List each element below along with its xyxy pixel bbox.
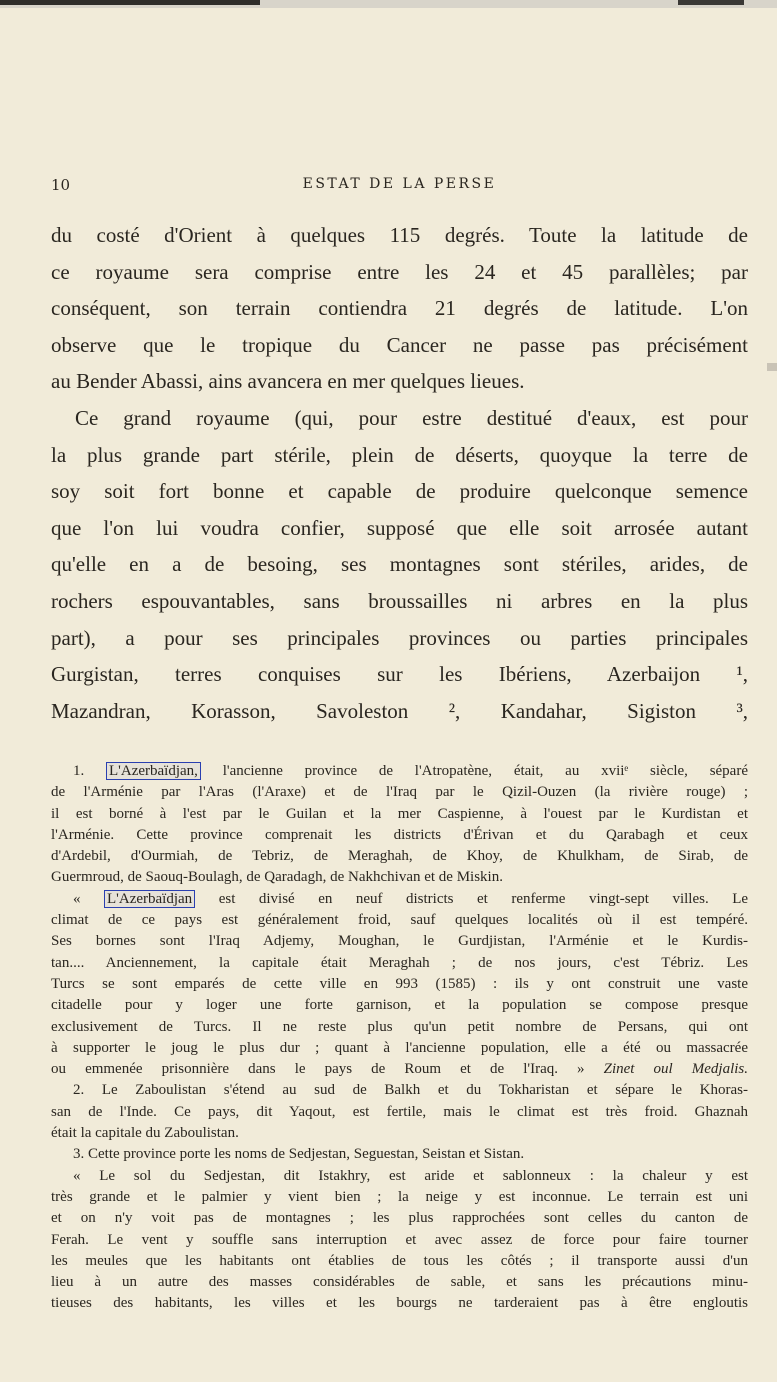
body-line: part), a pour ses principales provinces ou parties principales [51,625,748,650]
search-highlight[interactable]: L'Azerbaïdjan, [106,762,201,780]
body-line: Gurgistan, terres conquises sur les Ibériens, Azerbaijon ¹, [51,662,748,687]
footnote-line: Guermroud, de Saouq-Boulagh, de Qaradagh, de Nakhchivan et de Miskin. [51,869,503,886]
body-line: ce royaume sera comprise entre les 24 et 45 parallèles; par [51,259,748,284]
footnote-line: climat de ce pays est généralement froid, sauf quelques localités où il est tempéré. [51,912,748,929]
viewer-top-bar [0,0,777,8]
footnote-line: et on n'y voit pas de montagnes ; les plus rapprochées sont celles du canton de [51,1210,748,1227]
body-line: qu'elle en a de besoing, ses montagnes sont stériles, arides, de [51,552,748,577]
footnote-line: san de l'Inde. Ce pays, dit Yaqout, est fertile, mais le climat est très froid. Ghaznah [51,1103,748,1120]
body-line: conséquent, son terrain contiendra 21 degrés de latitude. L'on [51,296,748,321]
footnote-quote-first-line: « L'Azerbaïdjan est divisé en neuf districts et renferme vingt-sept villes. Le [73,890,749,907]
running-title: ESTAT DE LA PERSE [302,176,497,192]
scrollbar-marker[interactable] [767,363,777,371]
page-number: 10 [51,176,71,194]
viewer-toolbar [0,0,260,5]
scroll-thumb[interactable] [678,0,744,5]
body-line: au Bender Abassi, ains avancera en mer quelques lieues. [51,369,525,394]
footnote-line: de l'Arménie par l'Aras (l'Araxe) et de l'Iraq par le Qizil-Ouzen (la rivière rouge) ; [51,784,748,801]
footnote-line: Ferah. Le vent y souffle sans interruption et avec assez de force pour faire tourner [51,1231,748,1248]
footnote-line: était la capitale du Zaboulistan. [51,1125,239,1142]
footnote-line: à supporter le joug le plus dur ; quant à l'ancienne population, elle a été ou massacrée [51,1039,748,1056]
main-text [51,217,748,729]
footnote-line: exclusivement de Turcs. Il ne reste plus qu'un petit nombre de Persans, qui ont [51,1018,748,1035]
search-highlight[interactable]: L'Azerbaïdjan [104,890,195,908]
body-line: observe que le tropique du Cancer ne passe pas précisément [51,332,748,357]
footnote-line: les meules que les habitants ont établies de tous les côtés ; il transporte aussi d'un [51,1252,748,1269]
body-line: la plus grande part stérile, plein de déserts, quoyque la terre de [51,442,748,467]
body-line: que l'on lui voudra confier, supposé que elle soit arrosée autant [51,515,748,540]
footnote-line: 2. Le Zaboulistan s'étend au sud de Balkh et du Tokharistan et sépare le Khoras- [73,1082,748,1099]
running-header [51,176,748,200]
footnote-line: « Le sol du Sedjestan, dit Istakhry, est aride et sablonneux : la chaleur y est [73,1167,748,1184]
footnote-line: Turcs se sont emparés de cette ville en 993 (1585) : ils y ont construit une vaste [51,975,748,992]
footnote-line: il est borné à l'est par le Guilan et la mer Caspienne, à l'ouest par le Kurdistan et [51,805,748,822]
footnote-line: ou emmenée prisonnière dans le pays de Roum et de l'Iraq. » Zinet oul Medjalis. [51,1061,749,1078]
footnote-line: tieuses des habitants, les villes et les bourgs ne tarderaient pas à être engloutis [51,1295,748,1312]
body-line: du costé d'Orient à quelques 115 degrés. Toute la latitude de [51,223,748,247]
body-line: rochers espouvantables, sans broussailles ni arbres en la plus [51,588,748,613]
footnote-line: très grande et le palmier y vient bien ; la neige y est inconnue. Le terrain est uni [51,1188,748,1205]
footnote-line: d'Ardebil, d'Ourmiah, de Tebriz, de Meraghah, de Khoy, de Khulkham, de Sirab, de [51,848,748,865]
footnote-line: lieu à un autre des masses considérables de sable, et sans les précautions minu- [51,1274,748,1291]
footnote-line: citadelle pour y loger une forte garnison, et la population se compose presque [51,997,748,1014]
body-line: Ce grand royaume (qui, pour estre destitué d'eaux, est pour [75,405,748,430]
footnote-line: 3. Cette province porte les noms de Sedjestan, Seguestan, Seistan et Sistan. [73,1146,525,1163]
footnote-line: l'Arménie. Cette province comprenait les districts d'Érivan et du Qarabagh et ceux [51,826,748,843]
body-line: soy soit fort bonne et capable de produire quelconque semence [51,479,748,504]
body-line: Mazandran, Korasson, Savoleston ², Kandahar, Sigiston ³, [51,698,748,723]
footnote-line: Ses bornes sont l'Iraq Adjemy, Moughan, le Gurdjistan, l'Arménie et le Kurdis- [51,933,748,950]
source-citation: Zinet oul Medjalis. [603,1061,749,1078]
footnote-line: tan.... Anciennement, la capitale était Meraghah ; de nos jours, c'est Tébriz. Les [51,954,748,971]
footnote-1-first-line: 1. L'Azerbaïdjan, l'ancienne province de l'Atropatène, était, au xviiᵉ siècle, séparé [73,763,748,779]
footnotes [51,761,748,1315]
